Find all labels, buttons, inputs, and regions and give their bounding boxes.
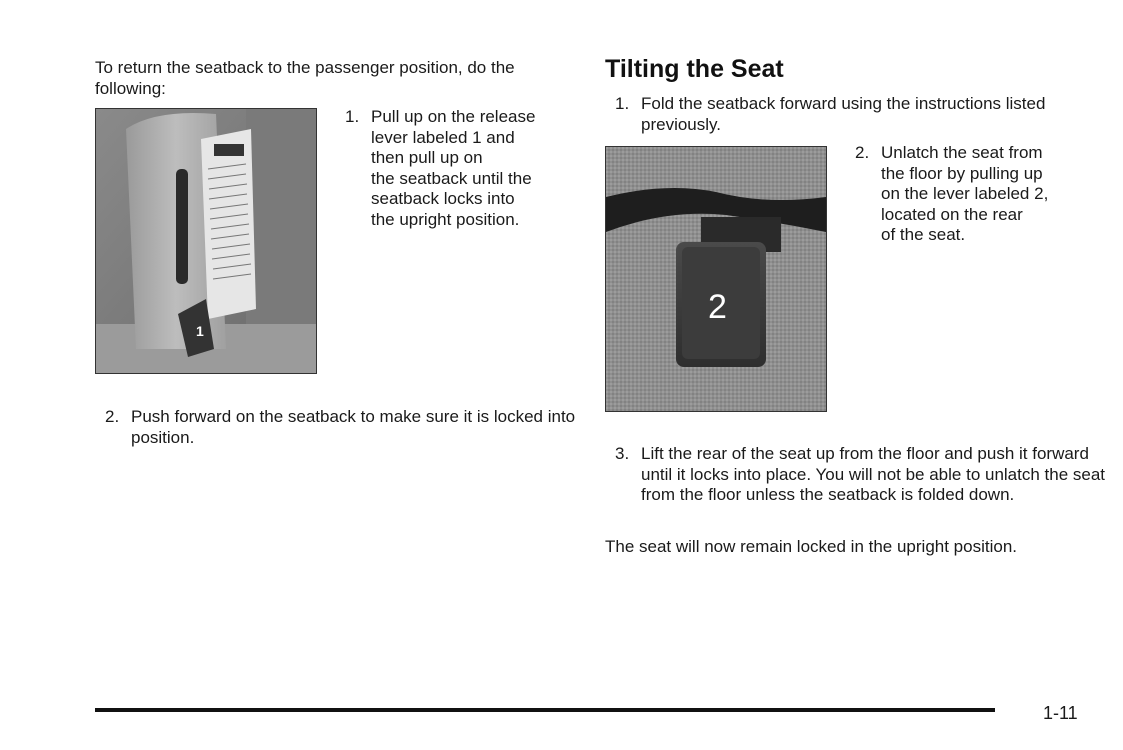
- left-step-1: [335, 107, 611, 230]
- footer-rule: [95, 708, 995, 712]
- seat-floor-latch-photo: [605, 146, 827, 412]
- right-step-2: [845, 143, 1123, 246]
- closing-paragraph: The seat will now remain locked in the upright position.: [605, 537, 1017, 556]
- step-line: the seatback until the: [371, 168, 532, 188]
- step-line: Unlatch the seat from: [881, 143, 1043, 162]
- step-line: seatback locks into: [371, 189, 515, 208]
- step-number: 1.: [615, 94, 630, 113]
- step-text: Push forward on the seatback to make sure it is locked into position.: [131, 407, 576, 447]
- step-number: 1.: [345, 107, 360, 126]
- left-column: [95, 58, 576, 447]
- step-line: then pull up on: [371, 148, 483, 167]
- step-line: on the lever labeled 2,: [881, 184, 1049, 203]
- step-line: lever labeled 1 and: [371, 127, 515, 147]
- intro-paragraph: To return the seatback to the passenger position, do the following:: [95, 58, 515, 98]
- right-column: [605, 54, 1106, 556]
- step-number: 3.: [615, 444, 630, 463]
- lever-label-1: 1: [196, 323, 204, 339]
- step-number: 2.: [105, 407, 120, 426]
- page-number: 1-11: [1043, 703, 1078, 723]
- step-text: Lift the rear of the seat up from the floor and push it forward until it locks into place. You will not be able to unlatch the seat from the floor unless the seatback is folded down.: [641, 444, 1106, 504]
- step-line: the upright position.: [371, 209, 520, 229]
- step-line: Pull up on the release: [371, 107, 536, 126]
- left-step-2: [95, 407, 591, 448]
- step-text: Fold the seatback forward using the instructions listed previously.: [641, 94, 1046, 134]
- step-number: 2.: [855, 143, 870, 162]
- step-line: of the seat.: [881, 225, 966, 244]
- step-line: the floor by pulling up: [881, 163, 1043, 183]
- step-line: located on the rear: [881, 204, 1023, 224]
- section-heading: Tilting the Seat: [605, 55, 784, 83]
- lever-label-2: 2: [708, 288, 727, 326]
- seatback-release-photo: [95, 108, 317, 374]
- right-step-3: [605, 444, 1121, 506]
- right-step-1: [605, 94, 1091, 135]
